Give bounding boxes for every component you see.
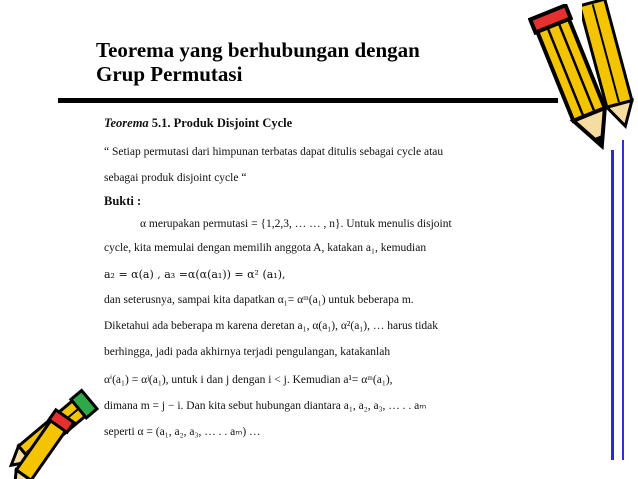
slide-title-line-2: Grup Permutasi [96,62,243,86]
pencil-icon-bottom-left [0,380,110,479]
pencil-icon-top-right-secondary [582,0,638,130]
proof-line: αⁱ(a₁) = αʲ(a₁), untuk i dan j dengan i < j. Kemudian a¹= αᵐ(a₁), [104,374,393,386]
proof-line: seperti α = (a₁, a₂, a₃, … . . aₘ) … [104,426,261,438]
slide-title [96,38,516,86]
theorem-label: Teorema [104,116,149,130]
proof-line: dimana m = j − i. Dan kita sebut hubungan diantara a₁, a₂, a₃, … . . aₘ [104,400,427,412]
decorative-blue-line-2 [622,140,624,460]
proof-label: Bukti : [104,194,142,208]
proof-line: dan seterusnya, sampai kita dapatkan α₁= αᵐ(a₁) untuk beberapa m. [104,294,414,306]
title-divider [58,98,558,103]
proof-line: cycle, kita memulai dengan memilih anggota A, katakan a₁, kemudian [104,242,427,254]
theorem-statement-line-2: sebagai produk disjoint cycle “ [104,172,247,184]
theorem-title: 5.1. Produk Disjoint Cycle [148,116,293,130]
document-excerpt [104,112,566,452]
slide-title-line-1: Teorema yang berhubungan dengan [96,38,420,62]
theorem-heading [104,116,292,131]
theorem-statement-line-1: “ Setiap permutasi dari himpunan terbatas dapat ditulis sebagai cycle atau [104,146,444,158]
proof-line: Diketahui ada beberapa m karena deretan a₁, α(a₁), α²(a₁), … harus tidak [104,320,439,332]
decorative-blue-line [611,150,614,460]
proof-line: berhingga, jadi pada akhirnya terjadi pengulangan, katakanlah [104,346,391,358]
proof-line: a₂ = α(a) , a₃ =α(α(a₁)) = α² (a₁), [104,268,286,281]
proof-line: α merupakan permutasi = {1,2,3, … … , n}. Untuk menulis disjoint [140,218,452,230]
